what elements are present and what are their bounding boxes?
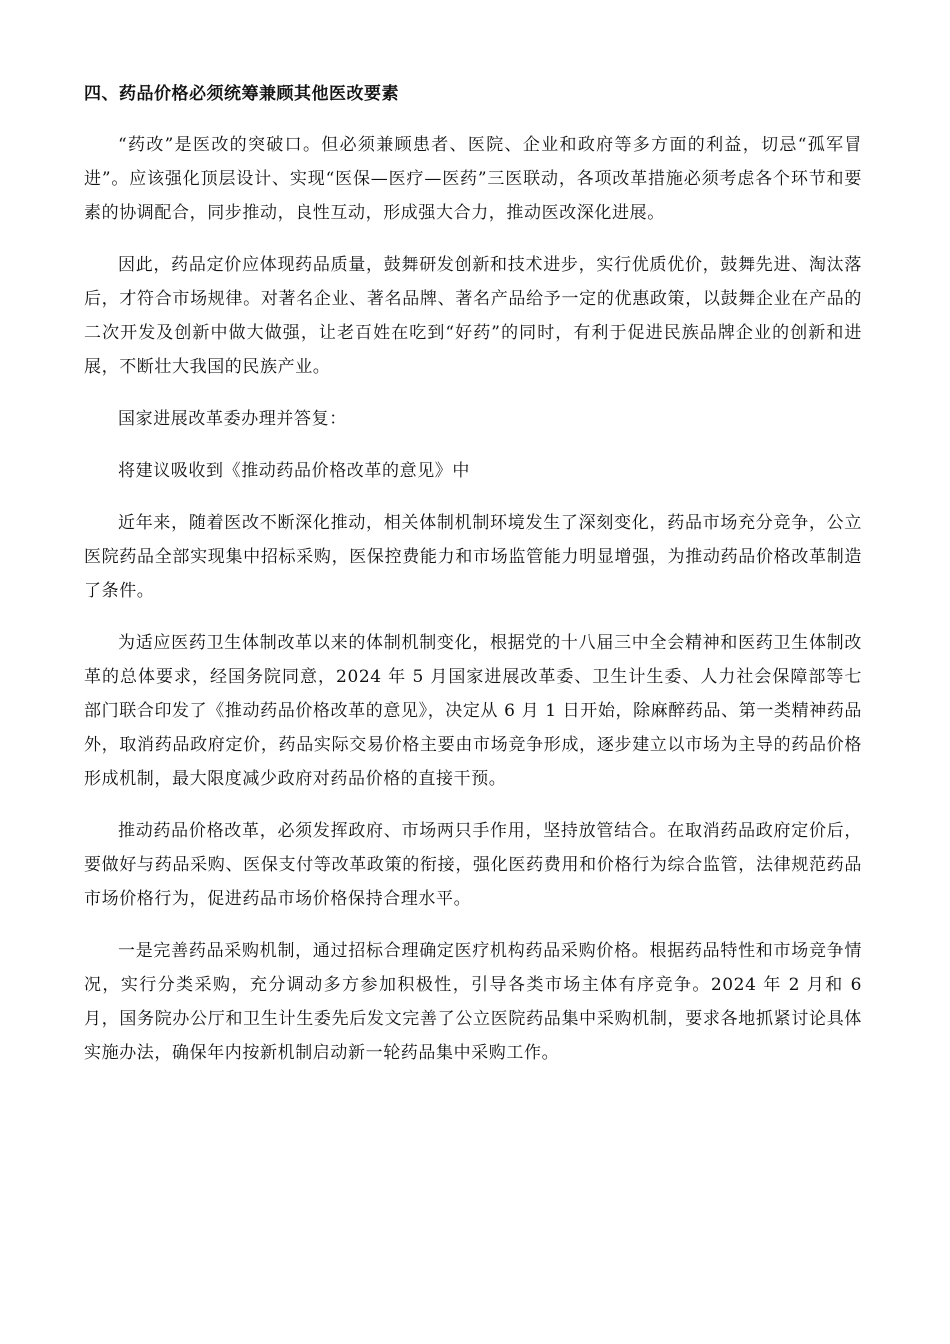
paragraph: 国家进展改革委办理并答复：	[118, 409, 347, 429]
section-heading: 四、药品价格必须统筹兼顾其他医改要素	[84, 84, 399, 104]
paragraph: 近年来，随着医改不断深化推动，相关体制机制环境发生了深刻变化，药品市场充分竞争，公立医院药品全部实现集中招标采购，医保控费能力和市场监管能力明显增强，为推动药品价格改革制造了条件。	[84, 513, 862, 601]
paragraph: 一是完善药品采购机制，通过招标合理确定医疗机构药品采购价格。根据药品特性和市场竞争情况，实行分类采购，充分调动多方参加积极性，引导各类市场主体有序竞争。2024 年 2 月和 6 月，国务院办公厅和卫生计生委先后发文完善了公立医院药品集中采购机制，要求各地抓紧讨论具体实施办法，确保年内按新机制启动新一轮药品集中采购工作。	[84, 941, 862, 1063]
paragraph: “药改”是医改的突破口。但必须兼顾患者、医院、企业和政府等多方面的利益，切忌“孤军冒进”。应该强化顶层设计、实现“医保—医疗—医药”三医联动，各项改革措施必须考虑各个环节和要素的协调配合，同步推动，良性互动，形成强大合力，推动医改深化进展。	[84, 135, 862, 223]
paragraph: 推动药品价格改革，必须发挥政府、市场两只手作用，坚持放管结合。在取消药品政府定价后，要做好与药品采购、医保支付等改革政策的衔接，强化医药费用和价格行为综合监管，法律规范药品市场价格行为，促进药品市场价格保持合理水平。	[84, 821, 862, 909]
paragraph: 因此，药品定价应体现药品质量，鼓舞研发创新和技术进步，实行优质优价，鼓舞先进、淘汰落后，才符合市场规律。对著名企业、著名品牌、著名产品给予一定的优惠政策，以鼓舞企业在产品的二次开发及创新中做大做强，让老百姓在吃到“好药”的同时，有利于促进民族品牌企业的创新和进展，不断壮大我国的民族产业。	[84, 255, 862, 377]
paragraph: 为适应医药卫生体制改革以来的体制机制变化，根据党的十八届三中全会精神和医药卫生体制改革的总体要求，经国务院同意，2024 年 5 月国家进展改革委、卫生计生委、人力社会保障部等七部门联合印发了《推动药品价格改革的意见》，决定从 6 月 1 日开始，除麻醉药品、第一类精神药品外，取消药品政府定价，药品实际交易价格主要由市场竞争形成，逐步建立以市场为主导的药品价格形成机制，最大限度减少政府对药品价格的直接干预。	[84, 633, 862, 789]
paragraph: 将建议吸收到《推动药品价格改革的意见》中	[118, 461, 470, 481]
